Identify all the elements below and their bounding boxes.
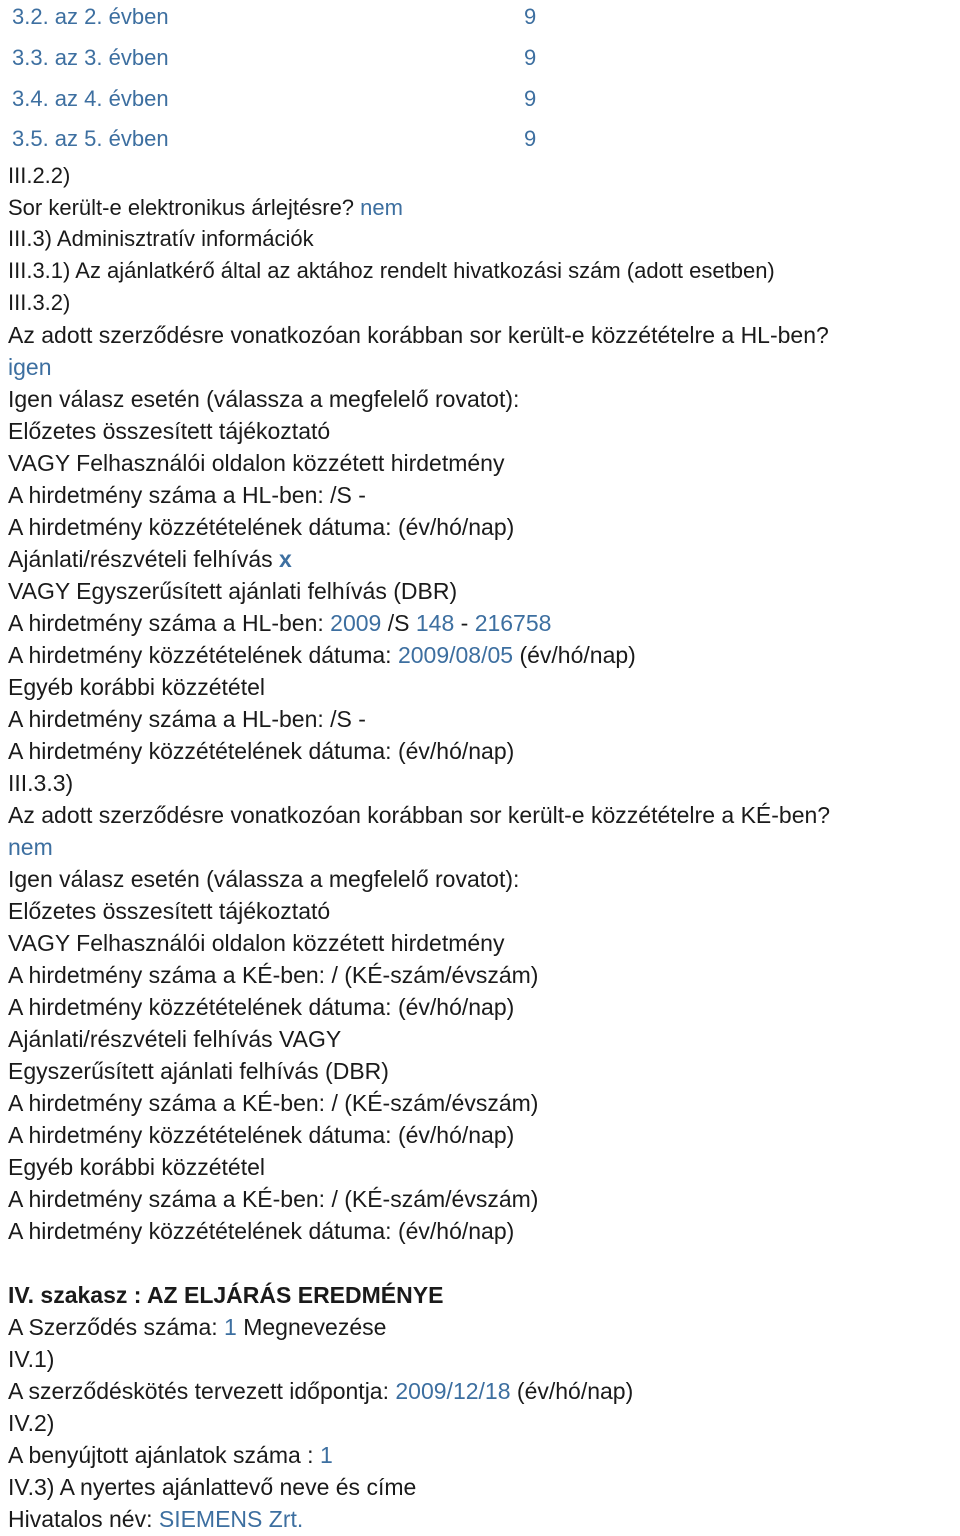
- section-code: IV.1): [8, 1346, 55, 1372]
- hl-answer: igen: [8, 354, 52, 380]
- notice-issue: 148: [415, 610, 455, 636]
- year-label: 3.3. az 3. évben: [12, 45, 169, 70]
- hl-question: Az adott szerződésre vonatkozóan korábban sor került-e közzétételre a HL-ben?: [8, 322, 829, 348]
- year-value: 9: [524, 126, 537, 151]
- invitation-mark: x: [279, 546, 292, 572]
- notice-date: A hirdetmény közzétételének dátuma: (év/hó/nap): [8, 1122, 515, 1148]
- year-label: 3.4. az 4. évben: [12, 86, 169, 111]
- invitation-text: Ajánlati/részvételi felhívás VAGY: [8, 1026, 342, 1052]
- notice-date: A hirdetmény közzétételének dátuma: (év/hó/nap): [8, 1218, 515, 1244]
- simplified-text: Egyszerűsített ajánlati felhívás (DBR): [8, 1058, 389, 1084]
- bids-row: A benyújtott ajánlatok száma : 1: [8, 1442, 333, 1468]
- section-heading: IV. szakasz : AZ ELJÁRÁS EREDMÉNYE: [8, 1282, 444, 1308]
- prelim-text: Előzetes összesített tájékoztató: [8, 898, 331, 924]
- year-label: 3.2. az 2. évben: [12, 4, 169, 29]
- notice-number: A hirdetmény száma a KÉ-ben: / (KÉ-szám/évszám): [8, 962, 539, 988]
- winner-heading: IV.3) A nyertes ajánlattevő neve és címe: [8, 1474, 417, 1500]
- notice-id: 216758: [474, 610, 552, 636]
- notice-date-value: 2009/08/05: [397, 642, 514, 668]
- choose-text: Igen válasz esetén (válassza a megfelelő rovatot):: [8, 866, 520, 892]
- official-name: SIEMENS Zrt.: [158, 1506, 304, 1532]
- other-publication: Egyéb korábbi közzététel: [8, 674, 265, 700]
- section-code: III.3.3): [8, 770, 74, 796]
- choose-text: Igen válasz esetén (válassza a megfelelő rovatot):: [8, 386, 520, 412]
- year-value: 9: [524, 45, 537, 70]
- year-value: 9: [524, 4, 537, 29]
- year-row: [12, 3, 537, 31]
- user-notice-text: VAGY Felhasználói oldalon közzétett hirdetmény: [8, 450, 505, 476]
- notice-number: A hirdetmény száma a KÉ-ben: / (KÉ-szám/évszám): [8, 1090, 539, 1116]
- invitation-row: Ajánlati/részvételi felhívás x: [8, 546, 292, 572]
- bids-count: 1: [319, 1442, 333, 1468]
- prelim-text: Előzetes összesített tájékoztató: [8, 418, 331, 444]
- notice-date: A hirdetmény közzétételének dátuma: (év/hó/nap): [8, 994, 515, 1020]
- notice-number: A hirdetmény száma a HL-ben: 2009 /S 148 - 216758: [8, 610, 552, 636]
- ke-question: Az adott szerződésre vonatkozóan korábban sor került-e közzétételre a KÉ-ben?: [8, 802, 831, 828]
- signing-date: 2009/12/18: [395, 1378, 511, 1404]
- auction-question: Sor került-e elektronikus árlejtésre? nem: [8, 195, 403, 220]
- section-code: III.2.2): [8, 163, 71, 188]
- year-row: [12, 44, 537, 72]
- year-label: 3.5. az 5. évben: [12, 126, 169, 151]
- notice-date: A hirdetmény közzétételének dátuma: 2009/08/05 (év/hó/nap): [8, 642, 636, 668]
- contract-row: A Szerződés száma: 1 Megnevezése: [8, 1314, 387, 1340]
- notice-number: A hirdetmény száma a HL-ben: /S -: [8, 706, 366, 732]
- auction-answer: nem: [360, 195, 403, 220]
- other-publication: Egyéb korábbi közzététel: [8, 1154, 265, 1180]
- section-heading: III.3) Adminisztratív információk: [8, 226, 314, 251]
- year-row: [12, 85, 537, 113]
- notice-year: 2009: [330, 610, 382, 636]
- notice-date: A hirdetmény közzétételének dátuma: (év/hó/nap): [8, 738, 515, 764]
- notice-number: A hirdetmény száma a HL-ben: /S -: [8, 482, 366, 508]
- simplified-text: VAGY Egyszerűsített ajánlati felhívás (DBR): [8, 578, 458, 604]
- official-name-row: Hivatalos név: SIEMENS Zrt.: [8, 1506, 304, 1532]
- section-code: IV.2): [8, 1410, 55, 1436]
- section-code: III.3.1): [8, 258, 71, 283]
- notice-number: A hirdetmény száma a KÉ-ben: / (KÉ-szám/évszám): [8, 1186, 539, 1212]
- reference-row: III.3.1) Az ajánlatkérő által az aktához rendelt hivatkozási szám (adott esetben): [8, 258, 775, 283]
- user-notice-text: VAGY Felhasználói oldalon közzétett hirdetmény: [8, 930, 505, 956]
- signing-date-row: A szerződéskötés tervezett időpontja: 2009/12/18 (év/hó/nap): [8, 1378, 634, 1404]
- notice-date: A hirdetmény közzétételének dátuma: (év/hó/nap): [8, 514, 515, 540]
- year-row: [12, 125, 537, 153]
- year-value: 9: [524, 86, 537, 111]
- section-code: III.3.2): [8, 290, 71, 315]
- contract-number: 1: [224, 1314, 237, 1340]
- ke-answer: nem: [8, 834, 53, 860]
